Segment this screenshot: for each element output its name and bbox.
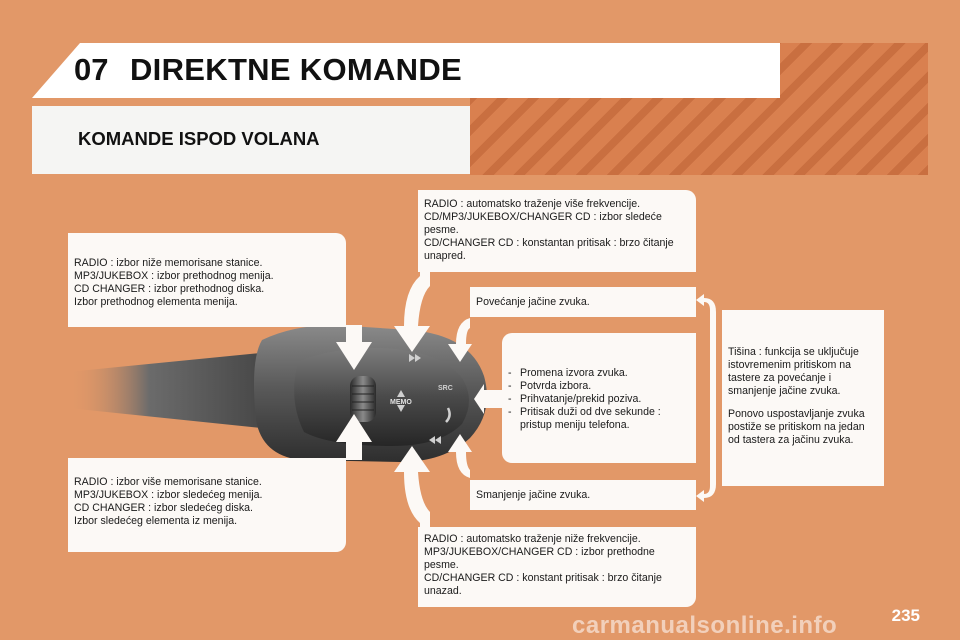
box-line: unapred. bbox=[424, 250, 466, 262]
box-line: MP3/JUKEBOX : izbor sledećeg menija. bbox=[74, 489, 263, 501]
box-right-bottom bbox=[418, 527, 696, 607]
bullet-item: - Prihvatanje/prekid poziva. bbox=[508, 393, 642, 405]
box-line: MP3/JUKEBOX : izbor prethodnog menija. bbox=[74, 270, 274, 282]
box-line: CD CHANGER : izbor sledećeg diska. bbox=[74, 502, 253, 514]
volume-down-text: Smanjenje jačine zvuka. bbox=[476, 489, 591, 501]
box-line: RADIO : izbor niže memorisane stanice. bbox=[74, 257, 263, 269]
box-line: Izbor prethodnog elementa menija. bbox=[74, 296, 238, 308]
box-left-bottom bbox=[68, 458, 346, 552]
memo-label: MEMO bbox=[390, 399, 412, 406]
stalk-head bbox=[294, 348, 469, 446]
box-line: CD/MP3/JUKEBOX/CHANGER CD : izbor sledeće bbox=[424, 211, 662, 223]
box-line: CD/CHANGER CD : konstant pritisak : brzo čitanje bbox=[424, 572, 662, 584]
box-volume-down bbox=[470, 480, 696, 510]
mute-paragraph: Tišina : funkcija se uključuje istovremenim pritiskom na tastere za povećanje i smanjenje jačine zvuka. bbox=[728, 346, 859, 397]
box-volume-up bbox=[470, 287, 696, 317]
box-right-top bbox=[418, 190, 696, 272]
box-line: pesme. bbox=[424, 224, 459, 236]
watermark: carmanualsonline.info bbox=[572, 612, 838, 639]
box-line: pesme. bbox=[424, 559, 459, 571]
page-number: 235 bbox=[891, 606, 920, 625]
box-source-phone bbox=[502, 333, 696, 463]
src-label: SRC bbox=[438, 385, 453, 392]
unmute-paragraph: Ponovo uspostavljanje zvuka postiže se pritiskom na jedan od tastera za jačinu zvuka. bbox=[728, 408, 865, 446]
box-line: RADIO : izbor više memorisane stanice. bbox=[74, 476, 262, 488]
box-line: RADIO : automatsko traženje niže frekvencije. bbox=[424, 533, 641, 545]
bullet-item: - Promena izvora zvuka. bbox=[508, 367, 628, 379]
box-line: Izbor sledećeg elementa iz menija. bbox=[74, 515, 238, 527]
section-title: KOMANDE ISPOD VOLANA bbox=[78, 128, 320, 149]
volume-up-text: Povećanje jačine zvuka. bbox=[476, 296, 590, 308]
box-line: unazad. bbox=[424, 585, 462, 597]
box-line: RADIO : automatsko traženje više frekvencije. bbox=[424, 198, 641, 210]
box-mute bbox=[722, 310, 884, 486]
box-line: MP3/JUKEBOX/CHANGER CD : izbor prethodne bbox=[424, 546, 655, 558]
box-line: CD CHANGER : izbor prethodnog diska. bbox=[74, 283, 265, 295]
chapter-number: 07 bbox=[74, 52, 109, 87]
bullet-item: - Pritisak duži od dve sekunde : pristup meniju telefona. bbox=[508, 406, 661, 431]
box-left-top bbox=[68, 233, 346, 327]
arrow-mute-bracket-icon bbox=[696, 294, 716, 502]
bullet-item: - Potvrda izbora. bbox=[508, 380, 592, 392]
box-line: CD/CHANGER CD : konstantan pritisak : brzo čitanje bbox=[424, 237, 674, 249]
page-title: DIREKTNE KOMANDE bbox=[130, 52, 463, 87]
